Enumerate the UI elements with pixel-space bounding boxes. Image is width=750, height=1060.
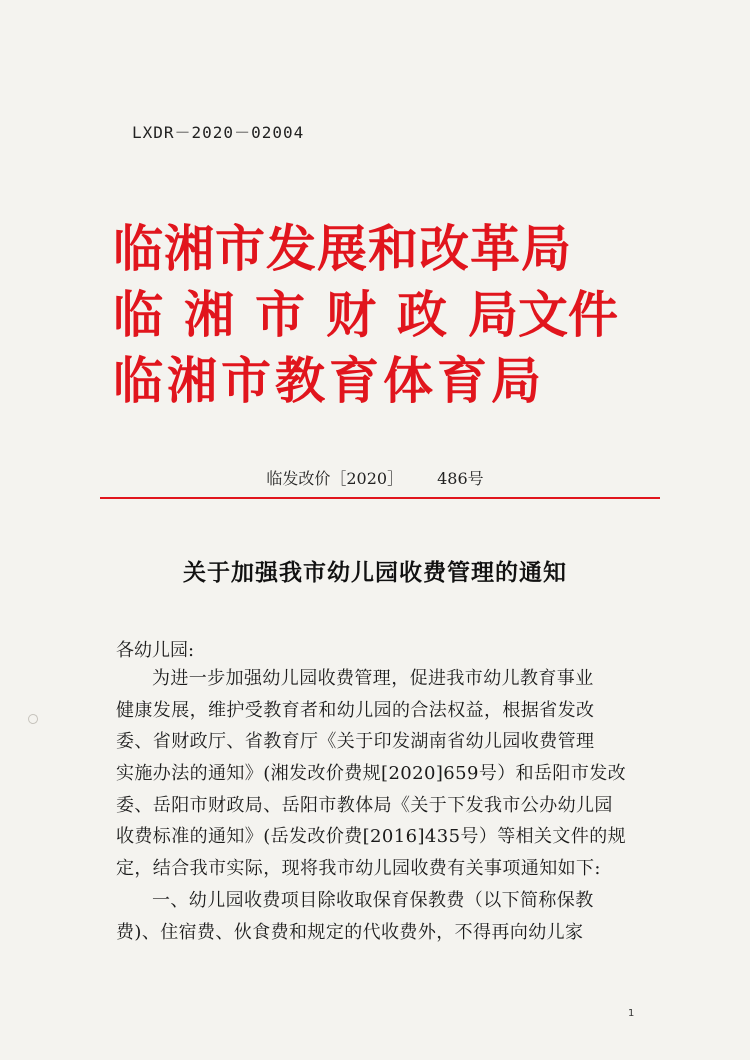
- page-number: 1: [628, 1008, 635, 1019]
- issuer-education-sports-bureau: 临湘市教育体育局: [113, 352, 545, 410]
- salutation: 各幼儿园:: [116, 640, 195, 661]
- body-line: 费)、住宿费、伙食费和规定的代收费外，不得再向幼儿家: [116, 921, 584, 943]
- body-line: 一、幼儿园收费项目除收取保育保教费（以下简称保教: [152, 889, 594, 911]
- file-number: 临发改价［2020］ 486号: [266, 469, 484, 488]
- body-line: 为进一步加强幼儿园收费管理，促进我市幼儿教育事业: [152, 668, 594, 689]
- issuer-finance-bureau: 临 湘 市 财 政 局文件: [113, 286, 618, 344]
- red-divider-line: [100, 497, 660, 499]
- issuer-development-reform-bureau: 临湘市发展和改革局: [113, 220, 572, 278]
- document-code: LXDR－2020－02004: [132, 123, 305, 142]
- body-line: 收费标准的通知》(岳发改价费[2016]435号）等相关文件的规: [116, 826, 627, 848]
- body-line: 实施办法的通知》(湘发改价费规[2020]659号）和岳阳市发改: [116, 763, 627, 785]
- document-body: [116, 663, 646, 948]
- body-line: 定，结合我市实际，现将我市幼儿园收费有关事项通知如下:: [116, 858, 601, 880]
- body-line: 委、省财政厅、省教育厅《关于印发湖南省幼儿园收费管理: [116, 731, 595, 753]
- body-line: 健康发展，维护受教育者和幼儿园的合法权益，根据省发改: [116, 699, 595, 721]
- document-title: 关于加强我市幼儿园收费管理的通知: [183, 559, 567, 586]
- body-line: 委、岳阳市财政局、岳阳市教体局《关于下发我市公办幼儿园: [116, 794, 613, 816]
- issuing-authorities-header: [113, 216, 618, 414]
- paper-spot-mark: [27, 713, 40, 726]
